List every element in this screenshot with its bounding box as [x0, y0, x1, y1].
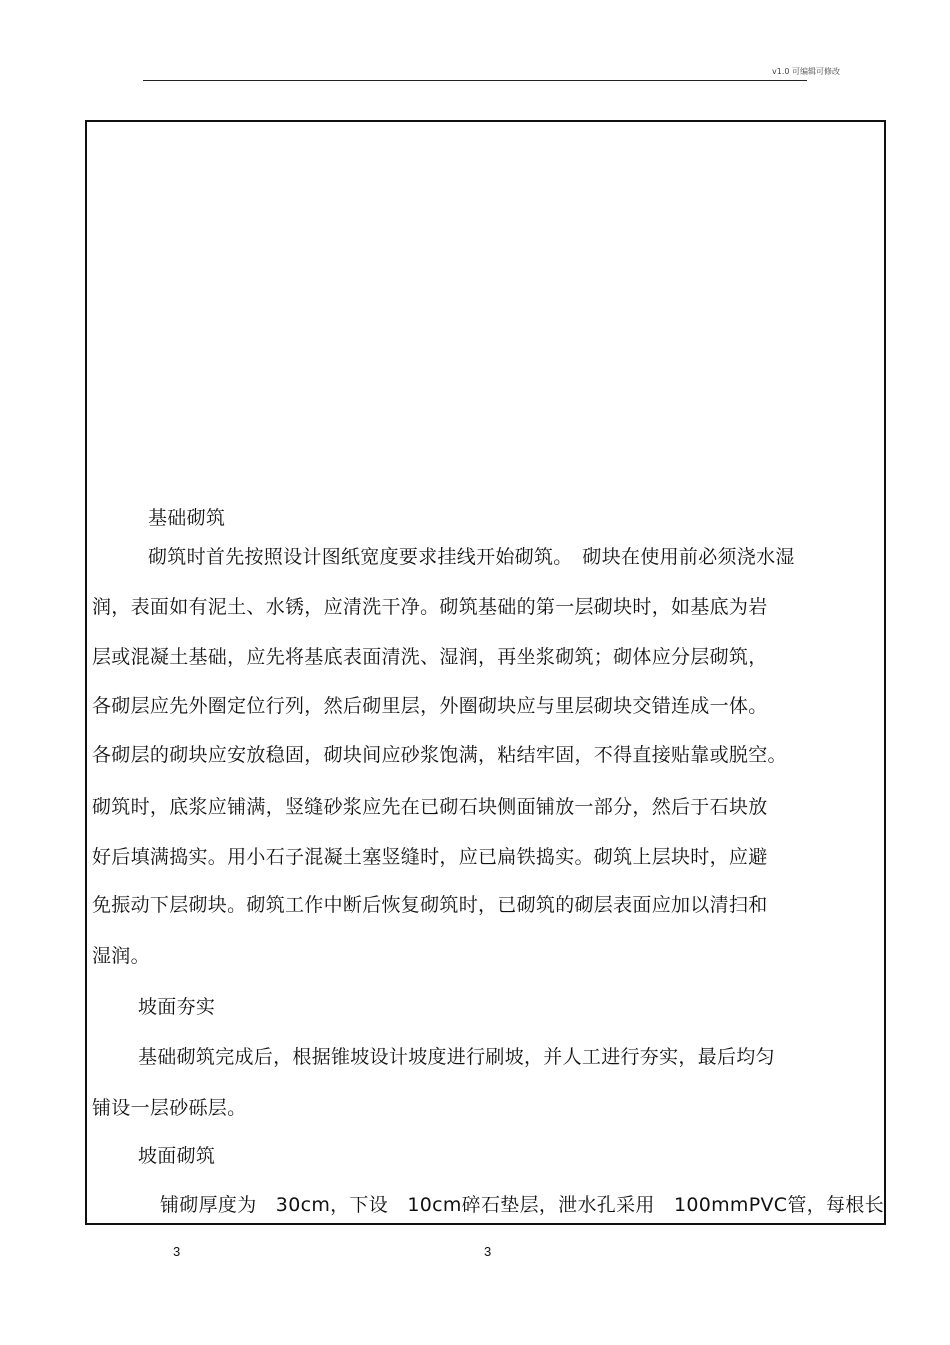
paragraph-line: 层或混凝土基础，应先将基底表面清洗、湿润，再坐浆砌筑；砌体应分层砌筑，: [92, 646, 768, 668]
paragraph-line: 润，表面如有泥土、水锈，应清洗干净。砌筑基础的第一层砌块时，如基底为岩: [92, 596, 768, 618]
paragraph-line: 各砌层应先外圈定位行列，然后砌里层，外圈砌块应与里层砌块交错连成一体。: [92, 695, 768, 717]
paragraph-line: 好后填满捣实。用小石子混凝土塞竖缝时，应已扁铁捣实。砌筑上层块时，应避: [92, 846, 768, 868]
footer-page-number-left: 3: [173, 1244, 181, 1259]
heading-foundation-masonry: 基础砌筑: [148, 507, 226, 529]
paragraph-line: 砌筑时首先按照设计图纸宽度要求挂线开始砌筑。 砌块在使用前必须浇水湿: [148, 546, 795, 568]
paragraph-line: 铺设一层砂砾层。: [92, 1097, 247, 1119]
heading-slope-masonry: 坡面砌筑: [138, 1145, 216, 1167]
paragraph-line: 湿润。: [92, 945, 150, 967]
footer-page-number-center: 3: [484, 1244, 492, 1259]
paragraph-line: 砌筑时，底浆应铺满，竖缝砂浆应先在已砌石块侧面铺放一部分，然后于石块放: [92, 796, 768, 818]
paragraph-line: 铺砌厚度为 30cm，下设 10cm碎石垫层，泄水孔采用 100mmPVC管，每根长: [160, 1194, 884, 1216]
paragraph-line: 基础砌筑完成后，根据锥坡设计坡度进行刷坡，并人工进行夯实，最后均匀: [138, 1046, 775, 1068]
header-rule: [143, 80, 807, 81]
paragraph-line: 免振动下层砌块。砌筑工作中断后恢复砌筑时，已砌筑的砌层表面应加以清扫和: [92, 894, 768, 916]
header-version-note: v1.0 可编辑可修改: [772, 67, 840, 76]
heading-slope-compaction: 坡面夯实: [138, 996, 216, 1018]
paragraph-line: 各砌层的砌块应安放稳固，砌块间应砂浆饱满，粘结牢固，不得直接贴靠或脱空。: [92, 744, 787, 766]
